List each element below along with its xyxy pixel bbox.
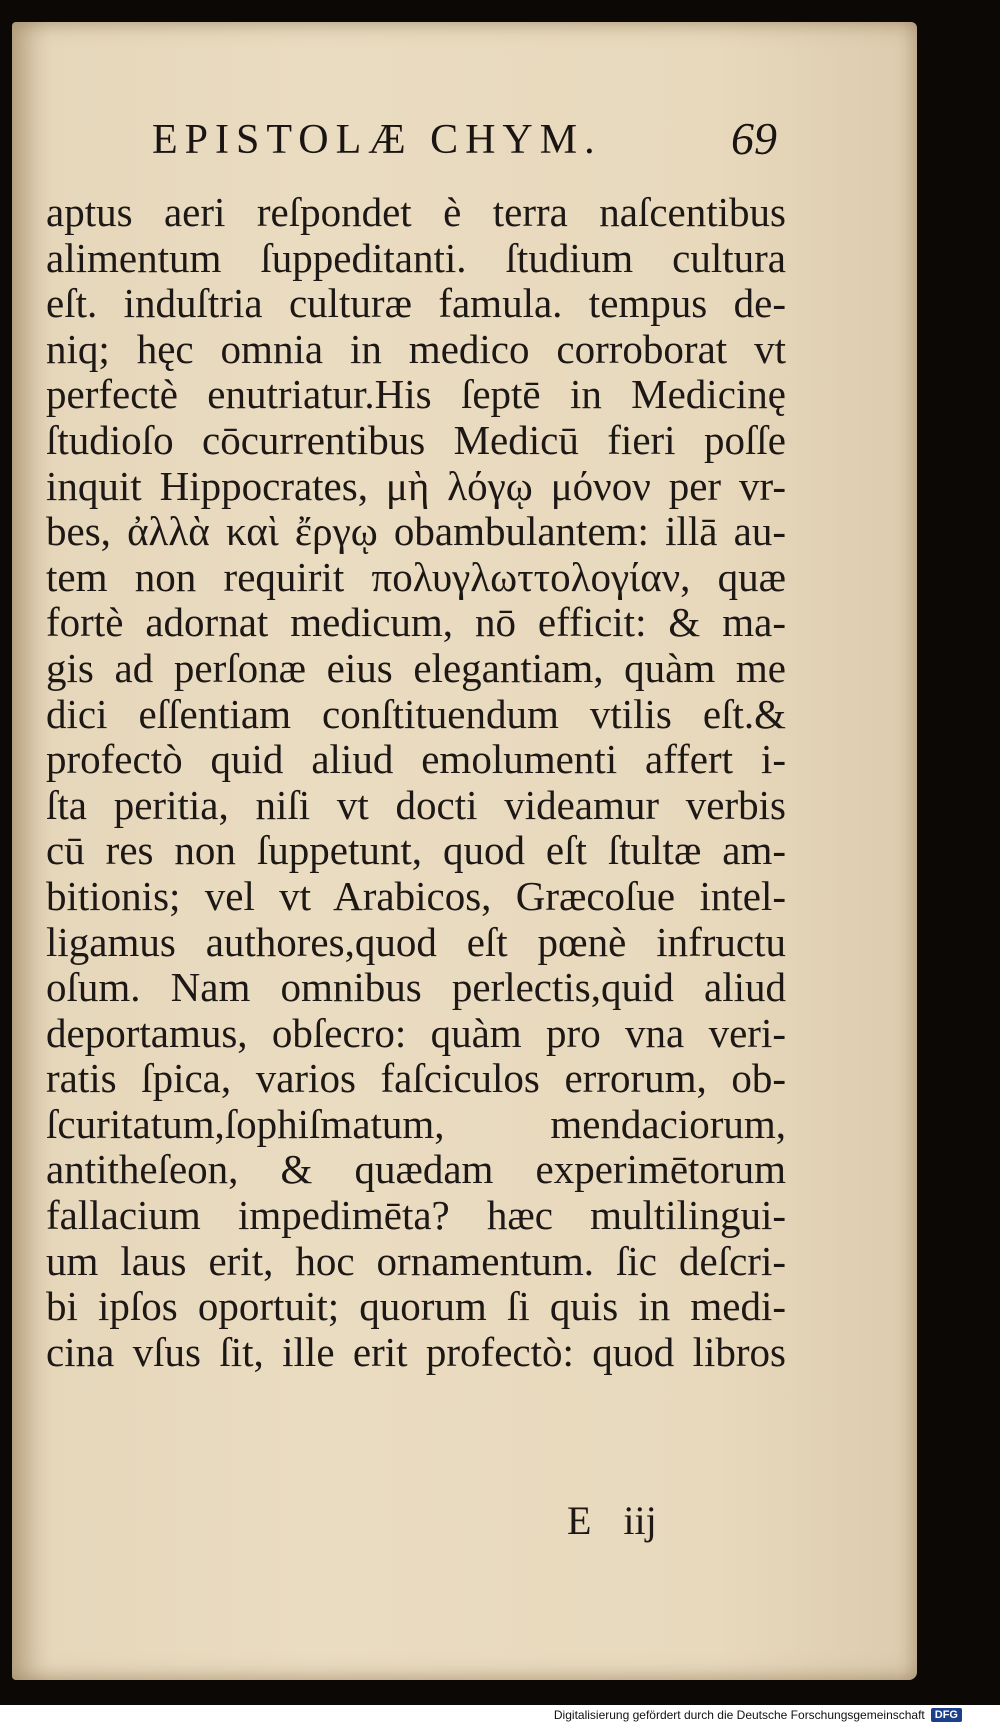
text-line: fallacium impedimēta? hæc multilingui-: [46, 1193, 786, 1239]
text-line: eſt. induſtria culturæ famula. tempus de-: [46, 281, 786, 327]
signature-mark: E iij: [567, 1498, 657, 1543]
page-header: [152, 104, 777, 178]
text-line: cū res non ſuppetunt, quod eſt ſtultæ am-: [46, 828, 786, 874]
text-line: aptus aeri reſpondet è terra naſcentibus: [46, 190, 786, 235]
page-number: 69: [731, 113, 777, 164]
text-line: dici eſſentiam conſtituendum vtilis eſt.&: [46, 691, 786, 737]
text-line: niq; hęc omnia in medico corroborat vt: [46, 326, 786, 372]
footer: [554, 1705, 962, 1725]
text-line: perfectè enutriatur.His ſeptē in Medicinę: [46, 372, 786, 418]
body-text: [46, 190, 786, 1375]
text-line: fortè adornat medicum, nō efficit: & ma-: [46, 600, 786, 646]
text-line: tem non requirit πολυγλωττολογίαν, quæ: [46, 554, 786, 600]
dfg-logo: DFG: [931, 1708, 962, 1722]
text-line: ligamus authores,quod eſt pœnè infructu: [46, 919, 786, 965]
text-line: oſum. Nam omnibus perlectis,quid aliud: [46, 965, 786, 1011]
text-line: inquit Hippocrates, μὴ λόγῳ μόνον per vr-: [46, 463, 786, 509]
text-line: antitheſeon, & quædam experimētorum: [46, 1147, 786, 1193]
text-line: bitionis; vel vt Arabicos, Græcoſue intel-: [46, 873, 786, 919]
text-line: ſcuritatum,ſophiſmatum, mendaciorum,: [46, 1101, 786, 1147]
text-line: cina vſus ſit, ille erit profectò: quod libros: [46, 1329, 786, 1375]
text-line: bi ipſos oportuit; quorum ſi quis in medi-: [46, 1284, 786, 1330]
running-title: EPISTOLÆ CHYM.: [152, 117, 602, 163]
text-line: ratis ſpica, varios faſciculos errorum, ob-: [46, 1056, 786, 1102]
text-line: um laus erit, hoc ornamentum. ſic deſcri-: [46, 1238, 786, 1284]
text-line: ſtudioſo cōcurrentibus Medicū fieri poſſe: [46, 417, 786, 463]
text-line: bes, ἀλλὰ καὶ ἔργῳ obambulantem: illā au-: [46, 509, 786, 555]
book-page: [12, 22, 917, 1680]
text-line: deportamus, obſecro: quàm pro vna veri-: [46, 1010, 786, 1056]
text-line: gis ad perſonæ eius elegantiam, quàm me: [46, 645, 786, 691]
digitization-credit: Digitalisierung gefördert durch die Deutsche Forschungsgemeinschaft: [553, 1708, 925, 1722]
text-line: alimentum ſuppeditanti. ſtudium cultura: [46, 235, 786, 281]
text-line: profectò quid aliud emolumenti affert i-: [46, 737, 786, 783]
text-line: ſta peritia, niſi vt docti videamur verbis: [46, 782, 786, 828]
